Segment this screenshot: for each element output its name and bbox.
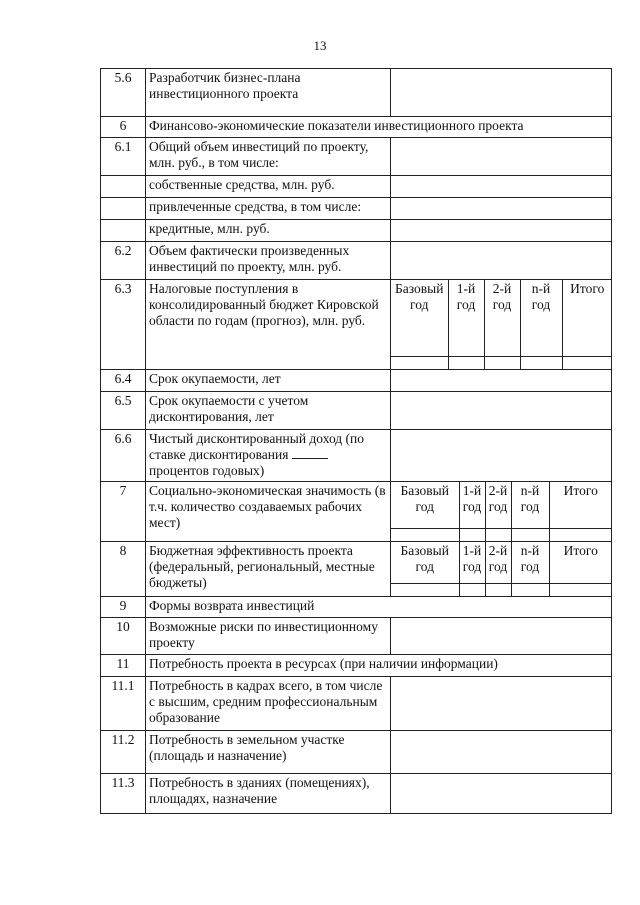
row-number: 6.3 (101, 280, 146, 370)
row-label: Срок окупаемости, лет (146, 370, 391, 392)
year-value-cell[interactable] (520, 356, 562, 369)
year-grid (391, 482, 612, 541)
row-number: 6.6 (101, 430, 146, 482)
page-number: 13 (313, 38, 327, 53)
row-label: Потребность в кадрах всего, в том числе с высшим, средним профессиональным образование (146, 677, 391, 731)
row-number: 9 (101, 597, 146, 618)
year-value-cell[interactable] (511, 528, 549, 541)
table-row (101, 541, 612, 597)
table-row (101, 176, 612, 198)
row-label: Бюджетная эффективность проекта (федеральный, региональный, местные бюджеты) (146, 541, 391, 597)
row-number: 5.6 (101, 69, 146, 117)
value-cell[interactable] (391, 242, 612, 280)
value-cell[interactable] (391, 392, 612, 430)
row-number: 11.3 (101, 774, 146, 814)
table-row (101, 280, 612, 370)
value-cell[interactable] (391, 731, 612, 774)
value-cell[interactable] (391, 618, 612, 655)
year-value-cell[interactable] (485, 584, 511, 597)
table-row (101, 774, 612, 814)
year-header-base: Базовый год (391, 542, 459, 584)
row-number: 6 (101, 117, 146, 138)
year-header-n: n-й год (511, 482, 549, 528)
value-cell[interactable] (391, 370, 612, 392)
row-label: Потребность в земельном участке (площадь и назначение) (146, 731, 391, 774)
table-row (101, 482, 612, 542)
value-cell[interactable] (391, 198, 612, 220)
row-number: 11.1 (101, 677, 146, 731)
year-grid-cell (391, 541, 612, 597)
table-row (101, 392, 612, 430)
year-value-cell[interactable] (459, 528, 485, 541)
year-header-base: Базовый год (391, 280, 448, 356)
row-number: 6.2 (101, 242, 146, 280)
year-value-cell[interactable] (549, 528, 612, 541)
row-label: Возможные риски по инвестиционному проекту (146, 618, 391, 655)
row-number (101, 220, 146, 242)
year-header-1: 1-й год (459, 482, 485, 528)
year-grid-cell (391, 280, 612, 370)
row-label-part: процентов годовых) (149, 463, 265, 478)
business-plan-table (100, 68, 612, 814)
year-value-cell[interactable] (485, 528, 511, 541)
table-row (101, 69, 612, 117)
year-header-total: Итого (549, 542, 612, 584)
year-value-cell[interactable] (459, 584, 485, 597)
blank-line[interactable] (292, 447, 328, 459)
row-label: Разработчик бизнес-плана инвестиционного проекта (146, 69, 391, 117)
row-label: Социально-экономическая значимость (в т.ч. количество создаваемых рабочих мест) (146, 482, 391, 542)
row-number: 11.2 (101, 731, 146, 774)
year-header-total: Итого (562, 280, 612, 356)
year-grid (391, 542, 612, 597)
row-label-part: Чистый дисконтированный доход (по ставке дисконтирования (149, 431, 365, 462)
row-label: Объем фактически произведенных инвестиций по проекту, млн. руб. (146, 242, 391, 280)
row-label: собственные средства, млн. руб. (146, 176, 391, 198)
year-value-cell[interactable] (391, 528, 459, 541)
row-number: 6.1 (101, 138, 146, 176)
row-number (101, 198, 146, 220)
year-value-cell[interactable] (562, 356, 612, 369)
row-label: Потребность в зданиях (помещениях), площадях, назначение (146, 774, 391, 814)
year-header-2: 2-й год (485, 542, 511, 584)
value-cell[interactable] (391, 677, 612, 731)
year-header-total: Итого (549, 482, 612, 528)
row-label: Срок окупаемости с учетом дисконтирования, лет (146, 392, 391, 430)
row-number: 6.5 (101, 392, 146, 430)
table-row (101, 198, 612, 220)
year-header-n: n-й год (511, 542, 549, 584)
year-value-cell[interactable] (448, 356, 484, 369)
table-row (101, 242, 612, 280)
row-label: привлеченные средства, в том числе: (146, 198, 391, 220)
year-grid (391, 280, 612, 369)
value-cell[interactable] (391, 430, 612, 482)
table-row (101, 677, 612, 731)
row-label (146, 430, 391, 482)
table-row (101, 370, 612, 392)
table-row (101, 430, 612, 482)
table-row (101, 220, 612, 242)
year-value-cell[interactable] (549, 584, 612, 597)
row-number: 6.4 (101, 370, 146, 392)
table-row (101, 618, 612, 655)
row-number: 7 (101, 482, 146, 542)
section-row (101, 597, 612, 618)
year-grid-cell (391, 482, 612, 542)
year-header-base: Базовый год (391, 482, 459, 528)
year-value-cell[interactable] (484, 356, 520, 369)
year-header-2: 2-й год (485, 482, 511, 528)
section-label: Потребность проекта в ресурсах (при наличии информации) (146, 655, 612, 677)
row-number: 10 (101, 618, 146, 655)
year-header-1: 1-й год (448, 280, 484, 356)
value-cell[interactable] (391, 220, 612, 242)
row-label: кредитные, млн. руб. (146, 220, 391, 242)
year-value-cell[interactable] (511, 584, 549, 597)
value-cell[interactable] (391, 138, 612, 176)
section-label: Финансово-экономические показатели инвестиционного проекта (146, 117, 612, 138)
value-cell[interactable] (391, 176, 612, 198)
year-header-n: n-й год (520, 280, 562, 356)
year-header-2: 2-й год (484, 280, 520, 356)
row-label: Налоговые поступления в консолидированный бюджет Кировской области по годам (прогноз), млн. руб. (146, 280, 391, 370)
year-value-cell[interactable] (391, 584, 459, 597)
row-number: 11 (101, 655, 146, 677)
row-number: 8 (101, 541, 146, 597)
section-row (101, 655, 612, 677)
table-row (101, 731, 612, 774)
section-row (101, 117, 612, 138)
row-number (101, 176, 146, 198)
table-row (101, 138, 612, 176)
year-value-cell[interactable] (391, 356, 448, 369)
value-cell[interactable] (391, 69, 612, 117)
section-label: Формы возврата инвестиций (146, 597, 612, 618)
year-header-1: 1-й год (459, 542, 485, 584)
value-cell[interactable] (391, 774, 612, 814)
row-label: Общий объем инвестиций по проекту, млн. руб., в том числе: (146, 138, 391, 176)
